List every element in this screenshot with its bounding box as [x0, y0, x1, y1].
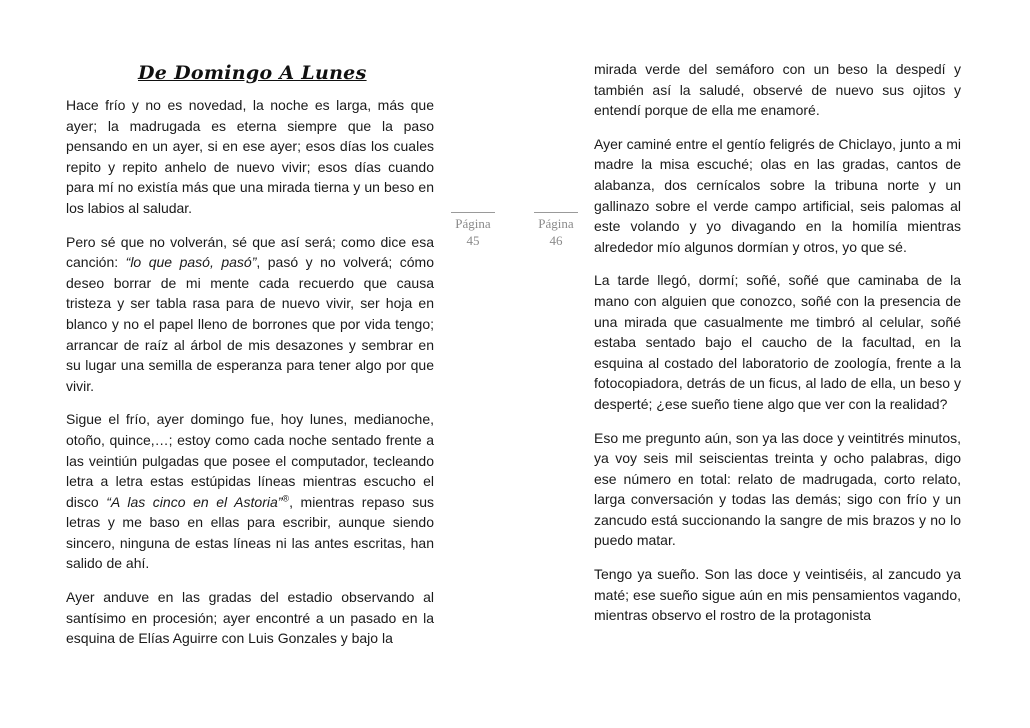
page-number-right — [533, 212, 579, 249]
paragraph — [66, 232, 434, 397]
registered-mark: ® — [282, 493, 290, 504]
text-run: Sigue el frío, ayer domingo fue, hoy lunes, medianoche, otoño, quince,…; estoy como cada noche sentado frente a las veintiún pulgadas que posee el computador, tecleando letra a letra estas estúpidas líneas mientras escucho el disco — [66, 411, 434, 510]
paragraph: Eso me pregunto aún, son ya las doce y veintitrés minutos, ya voy seis mil seiscientas treinta y ocho palabras, digo ese número en total: relato de madrugada, corto relato, larga conversación y todas las demás; sigo con frío y un zancudo está succionando la sangre de mis brazos y no lo puedo matar. — [594, 429, 961, 549]
page-number: 46 — [549, 233, 563, 248]
text-run: , pasó y no volverá; cómo deseo borrar de mi mente cada recuerdo que causa tristeza y ser tabla rasa para de nuevo vivir, ser hoja en blanco y no el papel lleno de borrones que por vida tengo; arrancar de raíz al árbol de mis desazones y sembrar en su lugar una semilla de esperanza para tener algo por que vivir. — [66, 254, 434, 394]
page-number-rule — [534, 212, 578, 213]
page-number-rule — [451, 212, 495, 213]
paragraph: Ayer caminé entre el gentío feligrés de Chiclayo, junto a mi madre la misa escuché; olas en las gradas, cantos de alabanza, dos cernícalos sobre la tribuna norte y un gallinazo sobre el verde campo artificial, seis palomas al este volando y yo divagando en la homilía mientras alrededor mío algunos dormían y otros, yo que sé. — [594, 135, 961, 255]
page-title: De Domingo A Lunes — [138, 62, 367, 84]
paragraph: Hace frío y no es novedad, la noche es larga, más que ayer; la madrugada es eterna siempre que la paso pensando en un ayer, si en ese ayer; esos días los cuales repito y repito anhelo de nuevo vivir; esos días cuando para mí no existía más que una mirada tierna y un beso en los labios al saludar. — [66, 97, 434, 216]
song-title: “lo que pasó, pasó” — [125, 254, 257, 271]
text-run: Pero sé que no volverán, sé que así será; como dice esa canción: — [66, 233, 434, 271]
right-page-body — [594, 59, 961, 639]
page-label: Página — [538, 216, 574, 231]
album-title: “A las cinco en el Astoria” — [106, 493, 283, 510]
paragraph: Tengo ya sueño. Son las doce y veintiséis, al zancudo ya maté; ese sueño sigue aún en mis pensamientos vagando, mientras observo el rostro de la protagonista — [594, 566, 961, 624]
page-number: 45 — [466, 233, 480, 248]
page-number-left — [450, 212, 496, 249]
page-label: Página — [455, 216, 491, 231]
left-page-body — [66, 95, 434, 662]
paragraph: La tarde llegó, dormí; soñé, soñé que caminaba de la mano con alguien que conozco, soñé con la presencia de una mirada que casualmente me timbró al celular, soñé estaba sentado bajo el caucho de la facultad, en la esquina al costado del laboratorio de zoología, frente a la fotocopiadora, detrás de un ficus, al lado de ella, un beso y desperté; ¿ese sueño tiene algo que ver con la realidad? — [594, 272, 961, 412]
paragraph: mirada verde del semáforo con un beso la despedí y también así la saludé, observé de nuevo sus ojitos y entendí porque de ella me enamoré. — [594, 61, 961, 119]
paragraph — [66, 409, 434, 574]
paragraph: Ayer anduve en las gradas del estadio observando al santísimo en procesión; ayer encontré a un pasado en la esquina de Elías Aguirre con Luis Gonzales y bajo la — [66, 589, 434, 647]
text-run: , mientras repaso sus letras y me baso en ellas para escribir, aunque siendo sincero, ninguna de estas líneas ni las antes escritas, han salido de ahí. — [66, 493, 434, 572]
